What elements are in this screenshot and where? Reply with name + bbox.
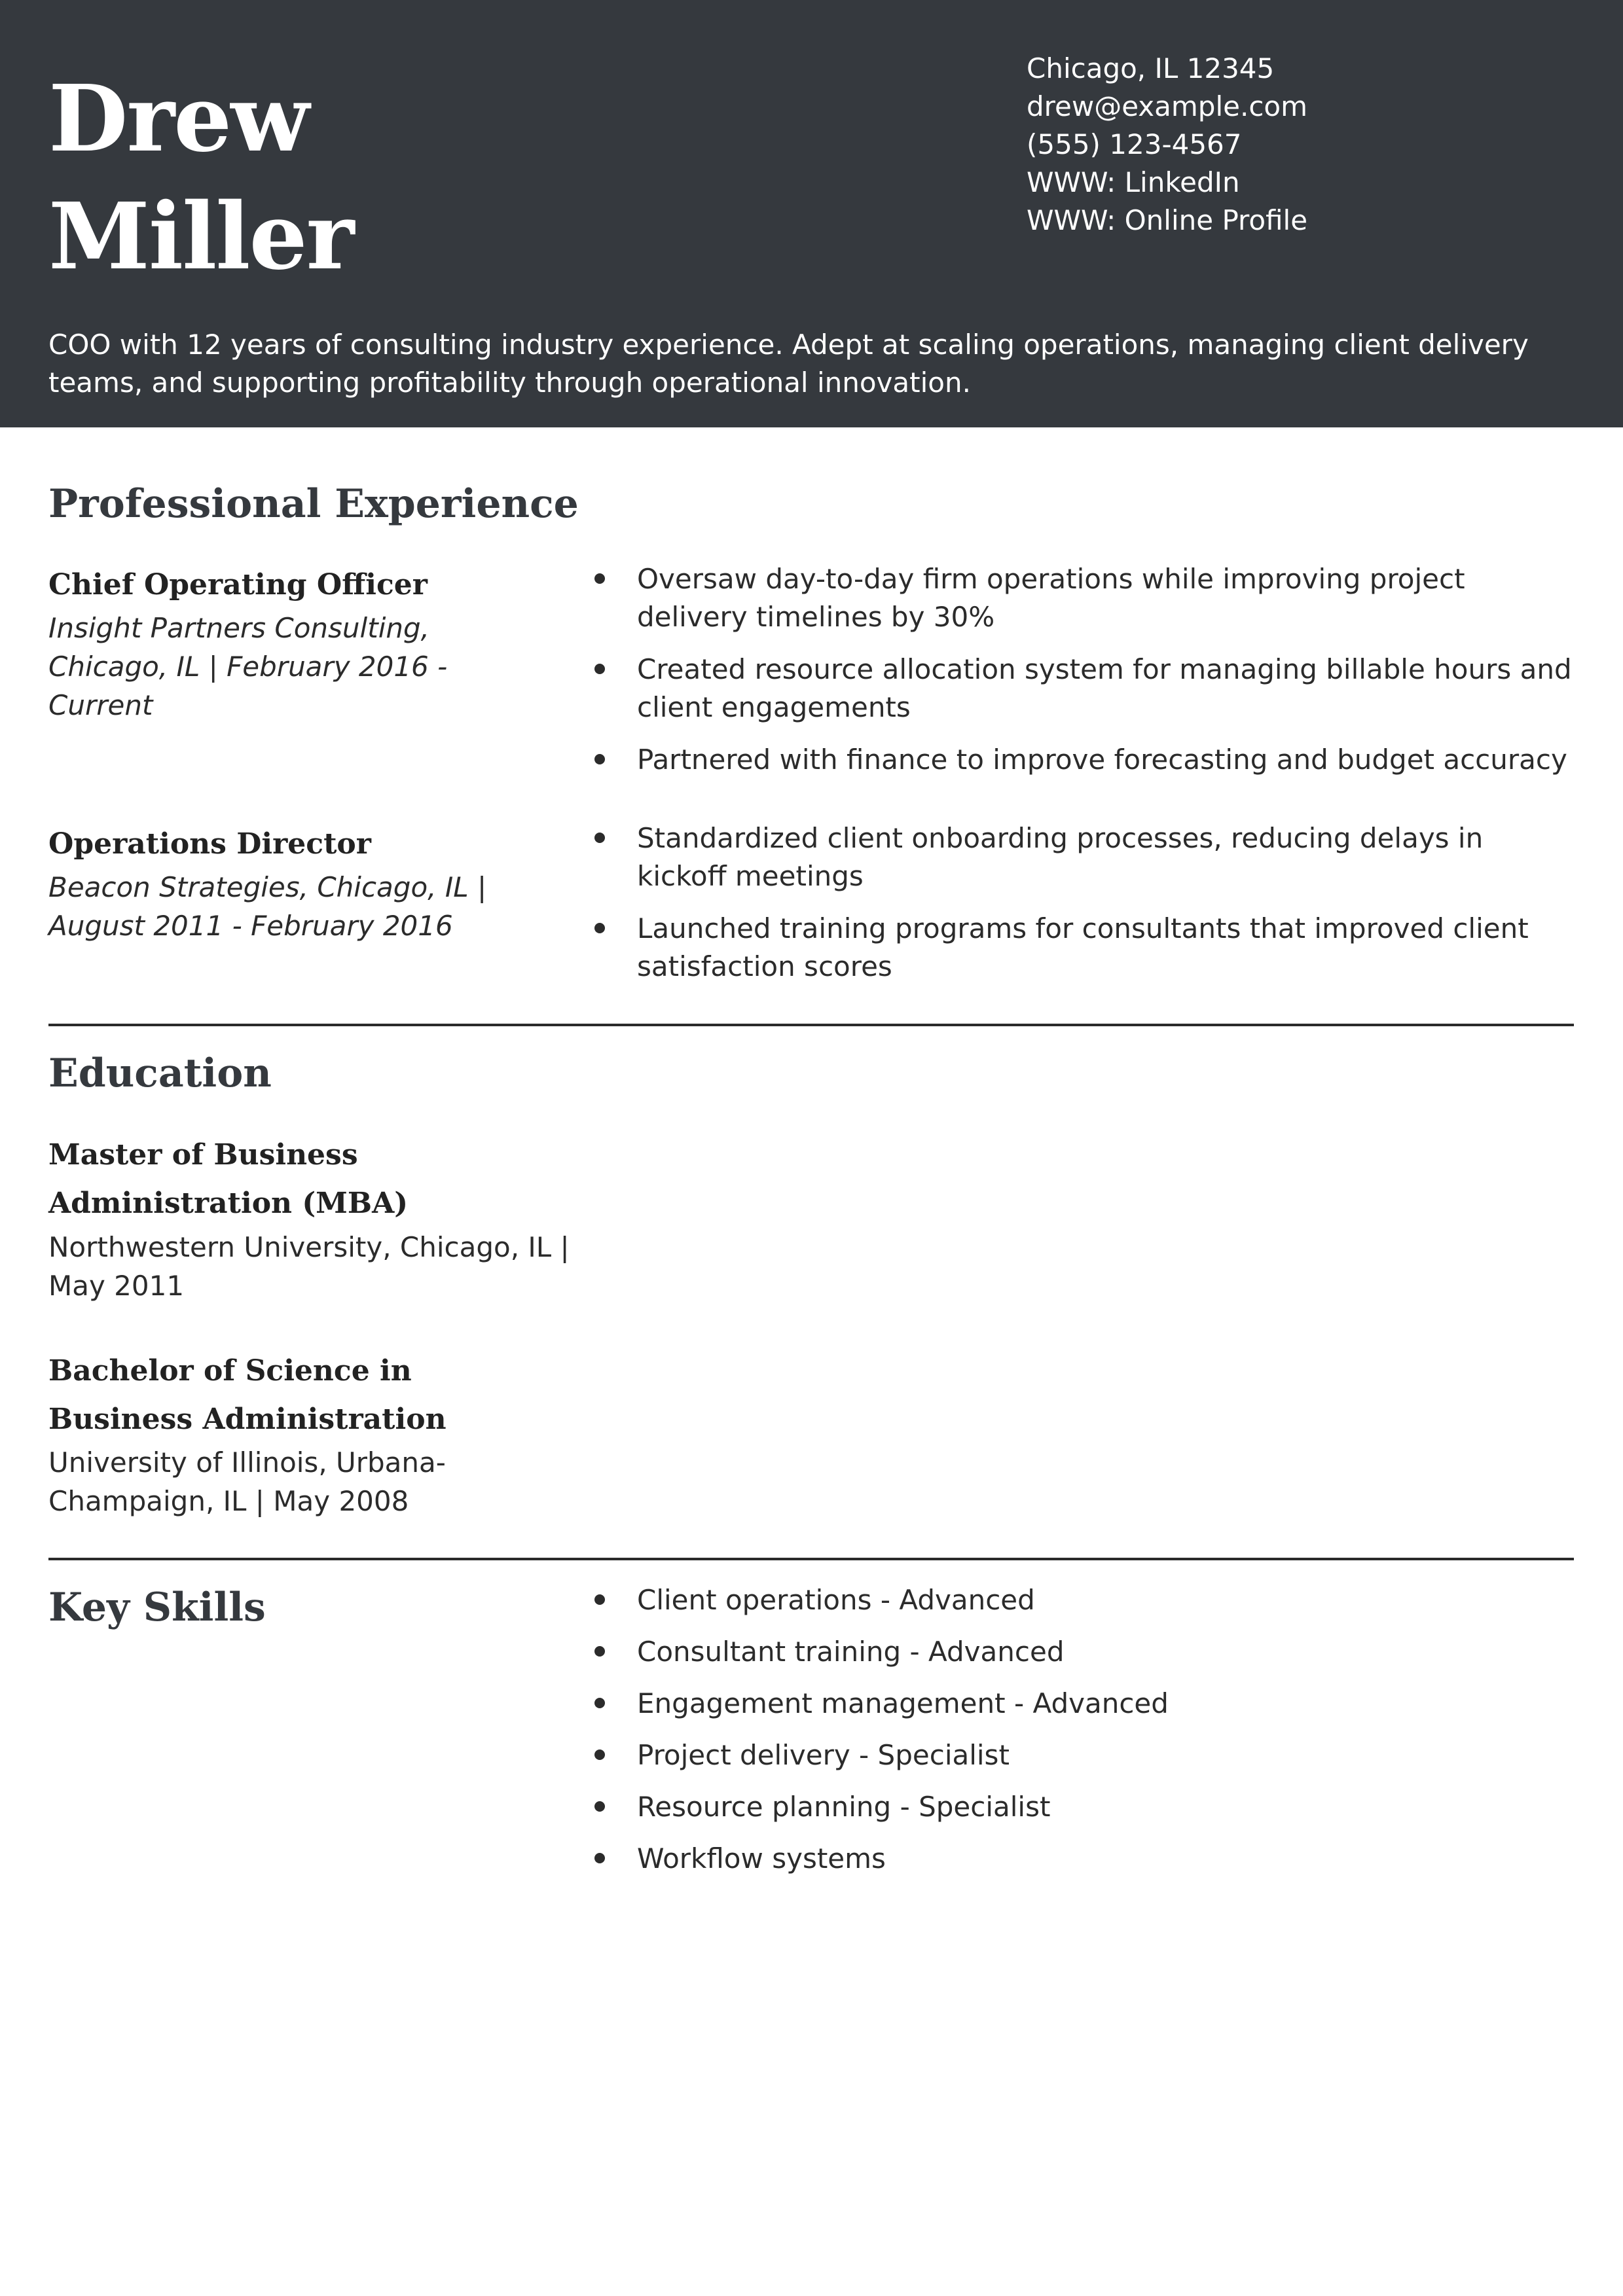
- degree-title: Master of Business Administration (MBA): [48, 1138, 409, 1220]
- last-name: Miller: [48, 183, 354, 291]
- job-details: Chicago, IL | February 2016 - Current: [48, 651, 448, 721]
- job-company: Insight Partners Consulting: [48, 612, 421, 644]
- school-name: University of Illinois: [48, 1446, 319, 1479]
- job-title: Chief Operating Officer: [48, 568, 428, 601]
- education-details: Urbana-Champaign, IL | May 2008: [48, 1446, 446, 1517]
- skill-item: Engagement management - Advanced: [588, 1685, 1577, 1723]
- education-heading: Education: [48, 1050, 272, 1096]
- section-divider: [48, 1024, 1574, 1026]
- skill-item: Workflow systems: [588, 1840, 1577, 1878]
- job-company: Beacon Strategies: [48, 871, 300, 903]
- job-bullet: Standardized client onboarding processes, reducing delays in kickoff meetings: [588, 819, 1577, 895]
- resume-header: [0, 0, 1623, 427]
- school-name: Northwestern University: [48, 1231, 383, 1263]
- section-divider: [48, 1558, 1574, 1560]
- job-bullets: [588, 560, 1577, 793]
- job-bullets: [588, 819, 1577, 1000]
- contact-linkedin-link[interactable]: WWW: LinkedIn: [1027, 166, 1240, 198]
- experience-heading: Professional Experience: [48, 481, 579, 527]
- contact-location: Chicago, IL 12345: [1027, 52, 1275, 84]
- contact-profile-link[interactable]: WWW: Online Profile: [1027, 204, 1308, 236]
- skills-list: [588, 1581, 1577, 1892]
- job-bullet: Partnered with finance to improve forecasting and budget accuracy: [588, 741, 1577, 779]
- degree-title: Bachelor of Science in Business Administration: [48, 1354, 447, 1436]
- skill-item: Resource planning - Specialist: [588, 1788, 1577, 1826]
- education-meta: University of Illinois, Urbana-Champaign, IL | May 2008: [48, 1446, 446, 1517]
- job-bullet: Launched training programs for consultants that improved client satisfaction scores: [588, 910, 1577, 986]
- job-details: Chicago, IL | August 2011 - February 2016: [48, 871, 487, 942]
- skill-item: Client operations - Advanced: [588, 1581, 1577, 1619]
- job-meta: Beacon Strategies, Chicago, IL | August 2011 - February 2016: [48, 871, 487, 942]
- job-bullet: Created resource allocation system for managing billable hours and client engagements: [588, 651, 1577, 726]
- education-meta: Northwestern University, Chicago, IL | May 2011: [48, 1231, 570, 1302]
- candidate-name: [48, 60, 353, 296]
- skills-heading: Key Skills: [48, 1585, 266, 1630]
- skill-item: Consultant training - Advanced: [588, 1633, 1577, 1671]
- contact-info: [1027, 50, 1307, 240]
- job-title: Operations Director: [48, 827, 371, 861]
- job-bullet: Oversaw day-to-day firm operations while improving project delivery timelines by 30%: [588, 560, 1577, 636]
- contact-email[interactable]: drew@example.com: [1027, 90, 1308, 122]
- contact-phone: (555) 123-4567: [1027, 128, 1242, 160]
- professional-summary: COO with 12 years of consulting industry experience. Adept at scaling operations, managing client delivery teams, and supporting profitability through operational innovation.: [48, 329, 1529, 399]
- education-details: Chicago, IL | May 2011: [48, 1231, 570, 1302]
- first-name: Drew: [48, 65, 308, 173]
- job-meta: Insight Partners Consulting, Chicago, IL | February 2016 - Current: [48, 612, 448, 721]
- skill-item: Project delivery - Specialist: [588, 1736, 1577, 1774]
